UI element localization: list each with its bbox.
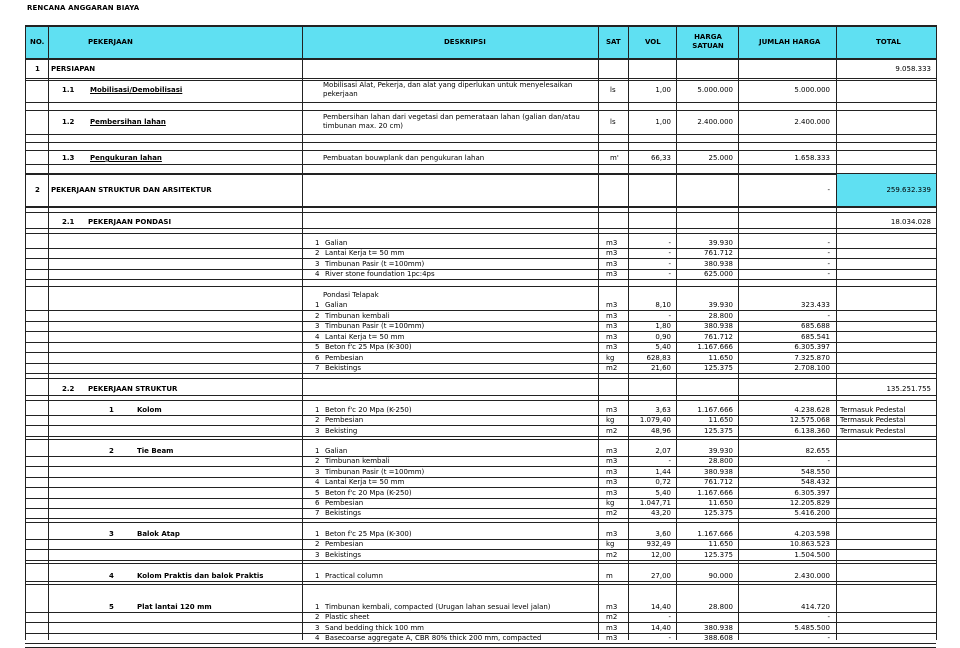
work-group-name: Tie Beam [137,447,174,455]
line-jumlah: 685.541 [801,332,830,341]
grid-hline [25,164,936,165]
grid-vline [738,25,739,640]
line-jumlah: 12.575.068 [789,416,830,425]
item-desc: Pembuatan bouwplank dan pengukuran lahan [323,154,485,162]
line-item: Bekisting [325,426,358,435]
grid-hline [25,563,936,564]
grid-vline [302,25,303,640]
grid-hline [25,279,936,280]
line-item: Galian [325,301,348,309]
line-harga: 39.930 [708,447,733,455]
line-no: 6 [315,353,320,362]
line-harga: 1.167.666 [697,343,733,351]
item-no: 1.3 [62,154,75,162]
grid-hline [25,212,936,213]
line-jumlah: - [827,259,830,268]
line-no: 5 [315,488,320,497]
grid-hline [25,439,936,440]
line-keterangan: Termasuk Pedestal [840,426,906,435]
section-name: PEKERJAAN STRUKTUR DAN ARSITEKTUR [51,186,212,194]
line-jumlah: 323.433 [801,301,830,309]
line-harga: 380.938 [704,467,733,476]
line-harga: 39.930 [708,301,733,309]
line-no: 1 [315,572,320,580]
section-total: 259.632.339 [886,186,931,194]
grid-hline [25,25,936,27]
section-name: PERSIAPAN [51,65,96,73]
line-no: 2 [315,311,320,320]
section-jumlah: - [827,186,830,194]
header-sat: SAT [606,38,621,46]
work-group-no: 1 [109,406,114,414]
line-no: 4 [315,270,320,279]
item-jumlah: 2.400.000 [794,118,830,126]
line-item: Pembesian [325,353,364,362]
work-group-no: 3 [109,530,114,538]
grid-hline [25,647,936,648]
line-sat: m2 [606,426,618,435]
line-jumlah: 414.720 [801,603,830,611]
line-harga: 39.930 [708,239,733,247]
item-sat: ls [610,118,616,126]
subsection-total: 18.034.028 [890,218,931,226]
item-no: 1.1 [62,86,75,94]
line-jumlah: 5.485.500 [794,623,830,632]
line-jumlah: 2.708.100 [794,364,830,372]
grid-hline [25,518,936,519]
line-no: 1 [315,301,320,309]
item-vol: 1,00 [655,118,671,126]
line-vol: 1.079,40 [639,416,671,425]
line-no: 2 [315,540,320,549]
line-vol: 43,20 [650,509,671,518]
line-jumlah: 4.238.628 [794,406,830,414]
line-sat: m3 [606,530,618,538]
line-item: Lantai Kerja t= 50 mm [325,332,405,341]
work-group-name: Kolom Praktis dan balok Praktis [137,572,264,580]
line-jumlah: 5.416.200 [794,509,830,518]
line-jumlah: - [827,270,830,279]
line-vol: 5,40 [655,343,671,351]
line-vol: 628,83 [646,353,671,362]
line-item: Beton f'c 25 Mpa (K-300) [325,343,412,351]
grid-hline [25,173,936,175]
line-jumlah: 548.550 [801,467,830,476]
line-sat: m2 [606,550,618,559]
line-vol: 12,00 [650,550,671,559]
line-item: Sand bedding thick 100 mm [325,623,425,632]
line-item: Beton f'c 25 Mpa (K-300) [325,530,412,538]
line-sat: m3 [606,270,618,279]
grid-hline [25,373,936,374]
line-jumlah: 12.205.829 [789,499,830,507]
line-sat: m3 [606,457,618,466]
grid-hline [25,80,936,81]
line-harga: 380.938 [704,322,733,330]
item-jumlah: 1.658.333 [794,154,830,162]
line-jumlah: - [827,239,830,247]
line-item: Timbunan Pasir (t =100mm) [325,322,425,330]
line-sat: m3 [606,603,618,611]
line-harga: 28.800 [708,603,733,611]
item-harga: 2.400.000 [697,118,733,126]
line-harga: 125.375 [704,364,733,372]
line-jumlah: - [827,457,830,466]
line-jumlah: 7.325.870 [794,353,830,362]
line-sat: m3 [606,488,618,497]
grid-hline [25,560,936,561]
line-vol: 5,40 [655,488,671,497]
line-keterangan: Termasuk Pedestal [840,416,906,425]
grid-hline [25,522,936,523]
subsection-name: PEKERJAAN PONDASI [88,218,172,226]
item-vol: 1,00 [655,86,671,94]
item-desc: Mobilisasi Alat, Pekerja, dan alat yang diperlukan untuk menyelesaikan pekerjaan [323,81,573,98]
line-item: Pembesian [325,499,364,507]
grid-vline [936,25,937,640]
line-no: 2 [315,613,320,622]
line-harga: 761.712 [704,478,733,487]
grid-hline [25,436,936,437]
line-sat: m3 [606,467,618,476]
line-jumlah: 82.655 [805,447,830,455]
line-jumlah: 10.863.523 [789,540,830,549]
line-item: Timbunan Pasir (t =100mm) [325,259,425,268]
line-no: 2 [315,457,320,466]
section-total: 9.058.333 [895,65,931,73]
section-no: 1 [35,65,40,73]
grid-hline [25,142,936,143]
grid-hline [25,134,936,135]
line-vol: 3,63 [655,406,671,414]
work-group-no: 2 [109,447,114,455]
line-sat: m3 [606,343,618,351]
line-jumlah: 4.203.598 [794,530,830,538]
line-vol: 21,60 [650,364,671,372]
line-no: 1 [315,406,320,414]
grid-hline [25,378,936,379]
line-vol: 1.047,71 [639,499,671,507]
line-sat: m3 [606,634,618,643]
line-item: Beton f'c 20 Mpa (K-250) [325,406,412,414]
line-no: 2 [315,249,320,258]
grid-vline [598,25,599,640]
header-harga-satuan: HARGA SATUAN [692,33,724,50]
line-item: Plastic sheet [325,613,370,622]
line-jumlah: 685.688 [801,322,830,330]
line-jumlah: 6.305.397 [794,488,830,497]
line-vol: 48,96 [650,426,671,435]
line-harga: 1.167.666 [697,488,733,497]
item-harga: 25.000 [708,154,733,162]
line-vol: 8,10 [655,301,671,309]
subsection-total: 135.251.755 [886,385,931,393]
line-vol: - [668,239,671,247]
line-no: 5 [315,343,320,351]
line-sat: m3 [606,301,618,309]
grid-hline [25,58,936,60]
line-jumlah: 6.138.360 [794,426,830,435]
group-title: Pondasi Telapak [323,291,379,299]
section-no: 2 [35,186,40,194]
header-pekerjaan: PEKERJAAN [88,38,133,46]
line-no: 4 [315,332,320,341]
line-vol: - [668,311,671,320]
subsection-no: 2.2 [62,385,75,393]
item-name: Mobilisasi/Demobilisasi [90,86,183,94]
grid-vline [836,25,837,640]
line-vol: 932,49 [646,540,671,549]
grid-vline [48,25,49,640]
line-sat: m3 [606,249,618,258]
grid-hline [25,206,936,208]
line-sat: m3 [606,259,618,268]
line-harga: 625.000 [704,270,733,279]
line-sat: m3 [606,332,618,341]
line-item: Pembesian [325,416,364,425]
line-harga: 1.167.666 [697,530,733,538]
grid-hline [25,400,936,401]
line-no: 1 [315,530,320,538]
line-no: 3 [315,322,320,330]
line-item: Bekistings [325,509,361,518]
header-jumlah-harga: JUMLAH HARGA [759,38,821,46]
line-sat: kg [606,540,615,549]
header-vol: VOL [645,38,661,46]
line-item: Timbunan kembali [325,311,390,320]
line-harga: 28.800 [708,311,733,320]
line-vol: 2,07 [655,447,671,455]
line-sat: m2 [606,364,618,372]
line-harga: 28.800 [708,457,733,466]
line-no: 3 [315,259,320,268]
line-item: Timbunan kembali [325,457,390,466]
line-vol: 3,60 [655,530,671,538]
line-no: 3 [315,550,320,559]
header-no: NO. [30,38,45,46]
item-name: Pembersihan lahan [90,118,166,126]
line-vol: 27,00 [650,572,671,580]
item-harga: 5.000.000 [697,86,733,94]
line-item: Lantai Kerja t= 50 mm [325,478,405,487]
item-desc: Pembersihan lahan dari vegetasi dan pemerataan lahan (galian dan/atau timbunan max. 20 cm) [323,113,580,130]
subsection-no: 2.1 [62,218,75,226]
line-harga: 11.650 [708,353,733,362]
grid-hline [25,286,936,287]
line-vol: 14,40 [650,603,671,611]
line-jumlah: 6.305.397 [794,343,830,351]
line-sat: m2 [606,613,618,622]
grid-hline [25,584,936,585]
line-item: Timbunan Pasir (t =100mm) [325,467,425,476]
line-no: 7 [315,509,320,518]
line-no: 1 [315,447,320,455]
line-jumlah: - [827,249,830,258]
line-harga: 11.650 [708,540,733,549]
line-harga: 90.000 [708,572,733,580]
line-jumlah: - [827,634,830,643]
line-no: 4 [315,634,320,643]
line-sat: kg [606,416,615,425]
work-group-name: Plat lantai 120 mm [137,603,212,611]
line-item: Pembesian [325,540,364,549]
line-sat: kg [606,499,615,507]
grid-hline [25,150,936,151]
line-item: Lantai Kerja t= 50 mm [325,249,405,258]
line-vol: 0,90 [655,332,671,341]
line-harga: 761.712 [704,249,733,258]
line-no: 4 [315,478,320,487]
line-no: 1 [315,603,320,611]
line-vol: - [668,613,671,622]
line-no: 6 [315,499,320,507]
document-title: RENCANA ANGGARAN BIAYA [27,4,140,12]
line-item: Galian [325,447,348,455]
line-item: Bekistings [325,364,361,372]
line-jumlah: - [827,311,830,320]
line-jumlah: 548.432 [801,478,830,487]
line-vol: 0,72 [655,478,671,487]
item-name: Pengukuran lahan [90,154,162,162]
item-sat: ls [610,86,616,94]
grid-hline [25,233,936,234]
grid-hline [25,395,936,396]
grid-hline [25,78,936,79]
line-jumlah: - [827,613,830,622]
subsection-name: PEKERJAAN STRUKTUR [88,385,178,393]
work-group-name: Kolom [137,406,162,414]
item-vol: 66,33 [650,154,671,162]
line-item: Basecoarse aggregate A, CBR 80% thick 200 mm, compacted [325,634,542,643]
line-sat: m3 [606,478,618,487]
line-vol: 1,44 [655,467,671,476]
line-item: Beton f'c 20 Mpa (K-250) [325,488,412,497]
line-harga: 125.375 [704,509,733,518]
line-no: 3 [315,467,320,476]
line-harga: 380.938 [704,259,733,268]
line-keterangan: Termasuk Pedestal [840,406,906,414]
header-total: TOTAL [876,38,901,46]
line-sat: m3 [606,311,618,320]
line-harga: 11.650 [708,416,733,425]
line-jumlah: 1.504.500 [794,550,830,559]
header-deskripsi: DESKRIPSI [444,38,486,46]
item-jumlah: 5.000.000 [794,86,830,94]
line-no: 1 [315,239,320,247]
line-vol: - [668,634,671,643]
line-vol: 14,40 [650,623,671,632]
item-no: 1.2 [62,118,75,126]
line-item: Galian [325,239,348,247]
line-item: Timbunan kembali, compacted (Urugan lahan sesuai level jalan) [325,603,551,611]
line-harga: 761.712 [704,332,733,341]
line-sat: m3 [606,623,618,632]
line-sat: m3 [606,406,618,414]
line-harga: 388.608 [704,634,733,643]
line-no: 2 [315,416,320,425]
line-harga: 125.375 [704,550,733,559]
line-vol: - [668,270,671,279]
line-item: Bekistings [325,550,361,559]
work-group-no: 4 [109,572,114,580]
grid-hline [25,643,936,644]
line-vol: 1,80 [655,322,671,330]
grid-hline [25,110,936,111]
line-no: 3 [315,623,320,632]
line-item: River stone foundation 1pc:4ps [325,270,435,279]
item-sat: m' [610,154,619,162]
grid-hline [25,102,936,103]
line-harga: 1.167.666 [697,406,733,414]
line-vol: - [668,457,671,466]
line-jumlah: 2.430.000 [794,572,830,580]
line-harga: 11.650 [708,499,733,507]
line-vol: - [668,259,671,268]
grid-hline [25,228,936,229]
line-sat: m2 [606,509,618,518]
line-sat: m3 [606,239,618,247]
line-harga: 125.375 [704,426,733,435]
line-sat: m3 [606,322,618,330]
work-group-name: Balok Atap [137,530,180,538]
line-vol: - [668,249,671,258]
line-sat: m3 [606,447,618,455]
grid-vline [25,25,26,640]
grid-hline [25,581,936,582]
line-sat: kg [606,353,615,362]
work-group-no: 5 [109,603,114,611]
line-item: Practical column [325,572,383,580]
line-sat: m [606,572,613,580]
line-harga: 380.938 [704,623,733,632]
line-no: 7 [315,364,320,372]
line-no: 3 [315,426,320,435]
